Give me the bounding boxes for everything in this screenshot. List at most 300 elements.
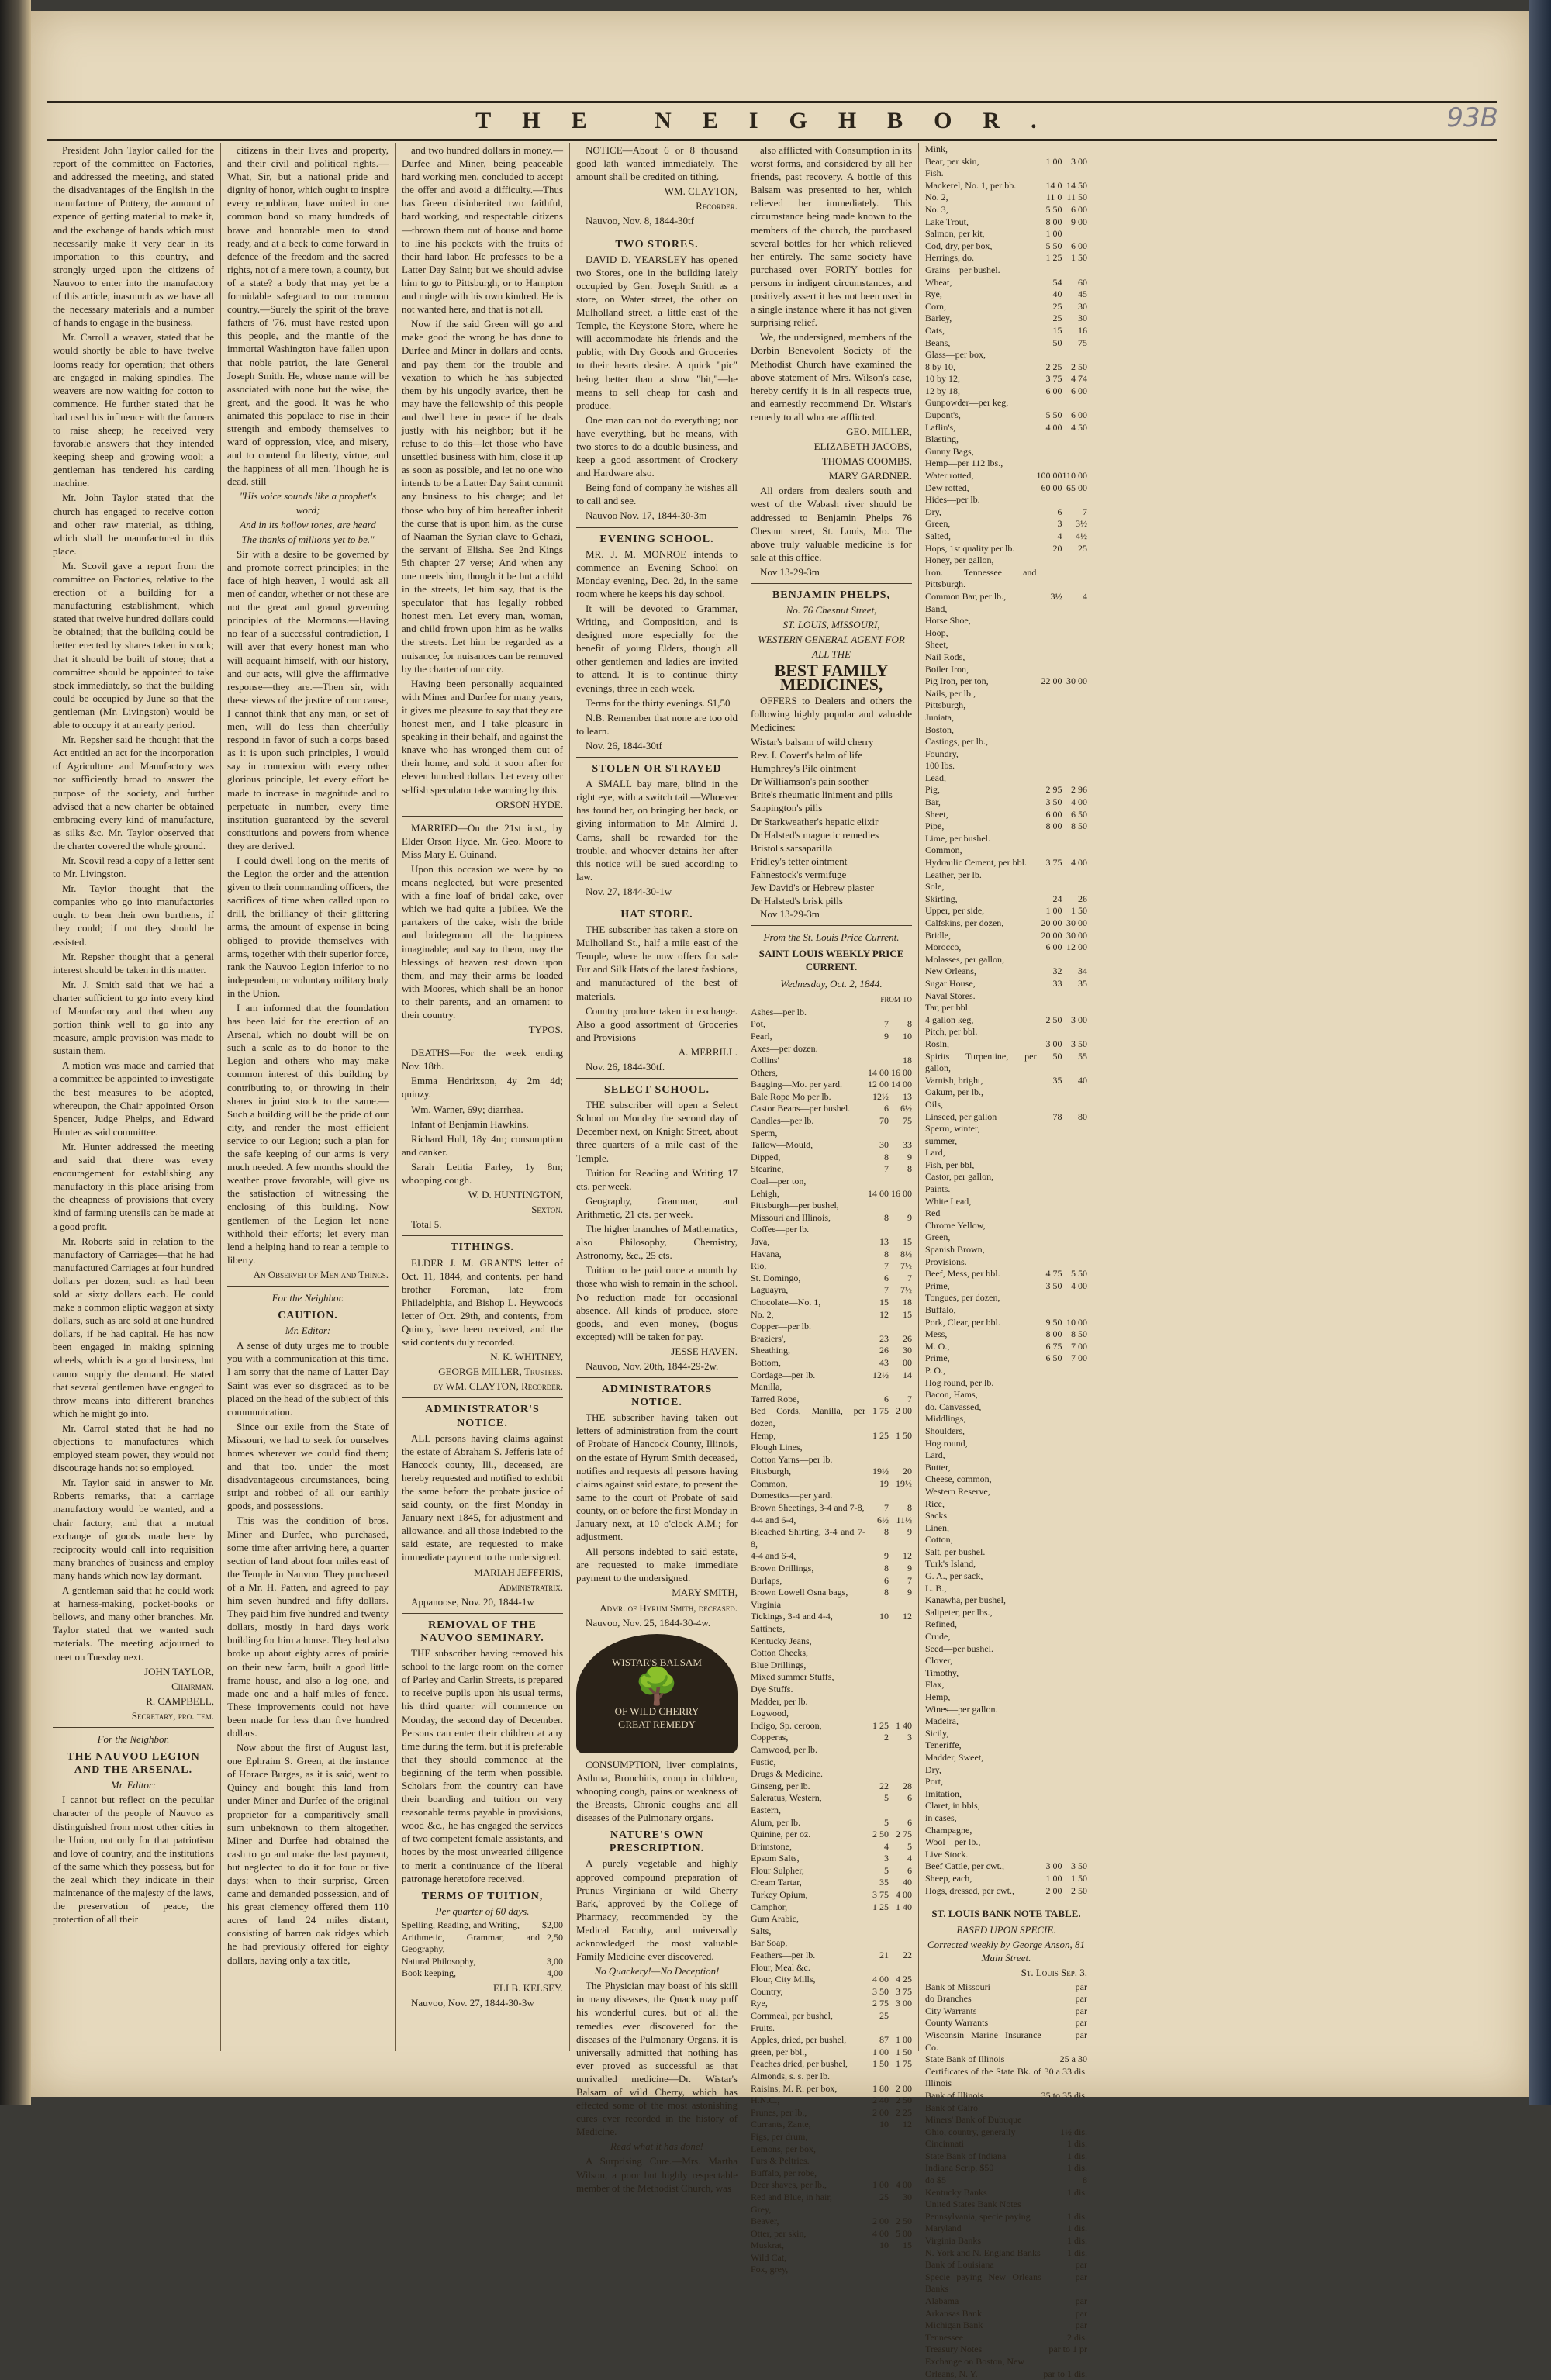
table-row — [751, 1962, 912, 1974]
item-name: Virginia — [751, 1598, 782, 1610]
deaths-notice: DEATHS—For the week ending Nov. 18th. — [402, 1047, 563, 1073]
table-row — [925, 240, 1087, 253]
item-price: 2 00 — [896, 2082, 912, 2094]
item-price — [889, 2071, 912, 2083]
item-price — [1036, 1002, 1062, 1014]
price-current-date: Wednesday, Oct. 2, 1844. — [780, 977, 883, 990]
table-row — [925, 2138, 1087, 2150]
divider — [402, 816, 563, 817]
table-row — [751, 1502, 912, 1515]
table-row — [751, 1163, 912, 1176]
item-price — [865, 2168, 889, 2180]
table-row — [751, 1273, 912, 1285]
paragraph: NOTICE—About 6 or 8 thousand good lath wanted immediately. The amount shall be credited on tithing. — [576, 144, 738, 183]
table-row — [925, 869, 1087, 882]
item-name: Grains—per bushel. — [925, 264, 1000, 275]
table-row — [925, 1570, 1087, 1583]
table-row — [751, 1055, 912, 1067]
item-name: Mixed summer Stuffs, — [751, 1671, 834, 1683]
medicine-item: Wistar's balsam of wild cherry — [751, 735, 874, 748]
table-row — [751, 1587, 912, 1599]
table-row — [925, 760, 1087, 772]
item-name: Paints. — [925, 1183, 951, 1195]
item-name: Lard, — [925, 1449, 945, 1461]
item-name: Gunny Bags, — [925, 445, 974, 457]
item-price: 1 00 — [1045, 228, 1062, 240]
divider — [576, 1377, 738, 1378]
agent-line: ALL THE — [812, 648, 851, 661]
item-name: Sheep, each, — [925, 1872, 972, 1884]
table-row — [925, 313, 1087, 325]
paragraph: DAVID D. YEARSLEY has opened two Stores, one in the building lately occupied by Gen. Joseph Smith as a store, on Water street, the other on Mulholland street, a little east of the Temple, the Keystone Store, where he will accommodate his friends and the public, with Dry Goods and Groceries to their hearts desire. A quick "pic" being better than a slow "bit,"—he means to sell cheap for cash and produce. — [576, 253, 738, 411]
item-price — [1062, 1679, 1087, 1691]
emblem-subtitle: OF WILD CHERRY — [614, 1705, 700, 1718]
item-price: 2 40 — [872, 2095, 889, 2106]
table-row — [925, 2066, 1087, 2090]
item-name: Naval Stores. — [925, 990, 976, 1001]
item-price — [889, 1623, 912, 1636]
item-price: 23 — [879, 1332, 889, 1344]
item-price — [1036, 1728, 1062, 1740]
item-price — [1062, 1256, 1087, 1269]
item-name: Herrings, do. — [925, 252, 974, 264]
table-row — [925, 699, 1087, 712]
item-price — [889, 1744, 912, 1757]
paragraph: I am informed that the foundation has been laid for the erection of an Arsenal, which no doubt will be on such a scale as to do honor to the Legion and others who may make common interest of this building by contributing to, or throwing in their shares in joint stock to the same.—Such a building will be the pride of our city, and render the most efficient service to our Legion; such a plan for the safe keeping of our arms is very much needed. A few months should the weather prove favorable, will give us the satisfaction of witnessing the enclosing of this building. Now gentlemen of the Legion let none withhold their efforts; let every man lend a helping hand to rear a temple to liberty. — [227, 1002, 389, 1266]
item-name: Turk's Island, — [925, 1558, 976, 1570]
subheading: Read what it has done! — [610, 2140, 703, 2153]
article-heading: STOLEN OR STRAYED — [592, 763, 722, 775]
item-name: Wisconsin Marine Insurance Co. — [925, 2029, 1041, 2053]
item-price — [1036, 1183, 1062, 1196]
article-heading: HAT STORE. — [620, 908, 693, 921]
item-price — [1062, 1365, 1087, 1377]
item-price: 25 — [879, 2010, 889, 2021]
column-5 — [744, 143, 919, 2275]
item-price — [1036, 1438, 1062, 1450]
item-price — [1036, 1583, 1062, 1595]
table-row — [751, 1636, 912, 1648]
item-price — [1036, 1522, 1062, 1535]
item-price: par — [1075, 2295, 1087, 2306]
item-price: 60 00 — [1041, 482, 1062, 493]
emblem-title: WISTAR'S BALSAM — [612, 1656, 702, 1669]
item-name: Feathers—per lb. — [751, 1950, 816, 1961]
bank-note-table-heading: ST. LOUIS BANK NOTE TABLE. — [931, 1908, 1081, 1920]
item-price: 6½ — [877, 1514, 889, 1525]
item-price: 15 — [903, 1308, 912, 1320]
item-name: Butter, — [925, 1461, 951, 1473]
item-name: do. Canvassed, — [925, 1401, 982, 1412]
item-price: 5 — [884, 1816, 889, 1828]
table-row — [925, 1534, 1087, 1546]
item-name: Michigan Bank — [925, 2320, 983, 2331]
folio-number: 93B — [1446, 102, 1498, 133]
table-row — [925, 1667, 1087, 1680]
item-name: Almonds, s. s. per lb. — [751, 2070, 830, 2081]
item-name: Timothy, — [925, 1667, 959, 1678]
item-name: Bagging—Mo. per yard. — [751, 1079, 842, 1090]
item-price: 3 75 — [896, 1985, 912, 1997]
item-name: Furs & Peltries. — [751, 2155, 810, 2167]
bank-note-date: St. Louis Sep. 3. — [1021, 1967, 1087, 1979]
article-heading: CAUTION. — [278, 1310, 338, 1322]
item-price — [865, 1321, 889, 1333]
signature: R. CAMPBELL, — [146, 1694, 214, 1707]
table-row — [925, 796, 1087, 809]
paragraph: Terms for the thirty evenings. $1,50 — [586, 696, 731, 709]
item-price — [1036, 494, 1062, 506]
item-price — [865, 1381, 889, 1394]
item-price: 40 — [1052, 288, 1062, 300]
table-row — [751, 1865, 912, 1877]
divider — [402, 1613, 563, 1614]
table-row — [925, 1739, 1087, 1752]
article-heading: EVENING SCHOOL. — [599, 533, 714, 545]
table-row — [751, 1188, 912, 1200]
table-row — [751, 1478, 912, 1491]
table-row — [925, 1026, 1087, 1038]
item-price — [1062, 1752, 1087, 1764]
item-price — [1062, 168, 1087, 180]
table-row — [925, 506, 1087, 519]
medicine-item: Fridley's tetter ointment — [751, 855, 848, 867]
item-name: Plough Lines, — [751, 1442, 803, 1453]
table-row — [751, 1768, 912, 1781]
item-price: 2 — [884, 1732, 889, 1743]
item-name: Tennessee — [925, 2331, 964, 2343]
item-price — [865, 1636, 889, 1648]
table-row — [925, 917, 1087, 930]
item-name: Mink, — [925, 143, 948, 154]
item-price: 15 — [1052, 324, 1062, 336]
item-price: 6 — [884, 1393, 889, 1404]
table-row — [925, 1643, 1087, 1656]
item-price: 14 00 — [868, 1066, 889, 1078]
item-price — [1036, 1836, 1062, 1849]
item-name: Flour, Meal &c. — [751, 1961, 810, 1973]
table-row — [925, 2187, 1087, 2199]
item-price: 78 — [1052, 1111, 1062, 1122]
item-name: Live Stock. — [925, 1848, 969, 1860]
item-name: Fruits. — [751, 2022, 776, 2033]
item-name: Linseed, per gallon — [925, 1111, 997, 1122]
item-price — [1036, 603, 1062, 616]
item-price: 14 00 — [891, 1079, 912, 1090]
item-price — [1036, 1196, 1062, 1208]
table-row — [925, 784, 1087, 796]
paragraph: Having been personally acquainted with Miner and Durfee for many years, it gives me pleasure to say that they are honest men, and I take pleasure in speaking in their behalf, and against the knave who has wronged them out of their home, and sold it soon after for eleven hundred dollars. Let every other selfish speculator take warning by this. — [402, 677, 563, 796]
table-row — [925, 1594, 1087, 1607]
item-name: Bleached Shirting, 3-4 and 7-8, — [751, 1526, 865, 1549]
item-name: Alabama — [925, 2295, 959, 2306]
item-price — [889, 1684, 912, 1696]
table-row — [925, 1038, 1087, 1051]
signature: JESSE HAVEN. — [671, 1345, 738, 1357]
item-price — [1036, 1462, 1062, 1474]
item-price — [889, 1442, 912, 1454]
signature: N. K. WHITNEY, — [490, 1351, 563, 1363]
dateline: Nov. 27, 1844-30-1w — [586, 885, 672, 897]
item-price — [1036, 1231, 1062, 1244]
item-name: Provisions. — [925, 1256, 967, 1267]
item-name: Sacks. — [925, 1510, 949, 1522]
item-name: Bank of Missouri — [925, 1981, 990, 1992]
item-price — [1062, 990, 1087, 1003]
table-row — [751, 1370, 912, 1382]
table-row — [751, 2022, 912, 2035]
table-row — [751, 2058, 912, 2071]
signature: MARY GARDNER. — [828, 470, 912, 482]
paragraph: also afflicted with Consumption in its worst forms, and considered by all her friends, past recovery. A bottle of this Balsam was presented to her, which relieved her immediately. This circumstance being made known to the members of the church, the purchased several bottles for her which relieved her entirely. The same society have purchased over FORTY bottles for persons in indigent circumstances, and positively assert it has not been used in a single instance where it has not given surprising relief. — [751, 144, 912, 329]
table-row — [925, 1086, 1087, 1099]
divider — [576, 1078, 738, 1079]
item-price — [865, 2155, 889, 2168]
dateline: Nauvoo Nov. 17, 1844-30-3m — [586, 510, 707, 522]
item-name: do Branches — [925, 1993, 972, 2005]
table-row — [751, 1986, 912, 1998]
item-name: Currants, Zante, — [751, 2119, 811, 2130]
item-price — [1062, 1231, 1087, 1244]
item-price: 6 00 — [1071, 385, 1087, 396]
item-name: Honey, per gallon, — [925, 554, 994, 566]
item-price: 7 — [884, 1018, 889, 1030]
table-row — [751, 1889, 912, 1902]
item-name: Salts, — [751, 1925, 772, 1936]
item-price: 30 00 — [1066, 929, 1087, 941]
item-name: Hydraulic Cement, per bbl. — [925, 857, 1027, 869]
dateline: Nauvoo, Nov. 25, 1844-30-4w. — [586, 1616, 711, 1629]
table-row — [925, 1328, 1087, 1341]
item-price — [865, 1708, 889, 1720]
item-name: Virginia Banks — [925, 2235, 982, 2247]
signature: TYPOS. — [528, 1024, 563, 1036]
item-price — [1062, 881, 1087, 893]
item-price — [1062, 1607, 1087, 1619]
item-price — [1062, 1401, 1087, 1414]
item-price — [865, 1454, 889, 1466]
item-name: Certificates of the State Bk. of Illinois — [925, 2065, 1041, 2089]
item-price: 2 00 — [896, 1405, 912, 1417]
table-row — [751, 2168, 912, 2180]
table-row — [925, 965, 1087, 978]
item-price: 1 50 — [896, 2046, 912, 2057]
item-price: 1 50 — [1071, 1872, 1087, 1884]
table-row — [751, 1067, 912, 1079]
item-price: 1 25 — [872, 1719, 889, 1731]
item-name: Cotton Checks, — [751, 1647, 808, 1659]
paragraph: citizens in their lives and property, and their civil and political rights.—What, Sir, but a national pride and dignity of honor, which ought to inspire every republican, have united in one common bond so many hundreds of brave and honorable men to stand ready, and at a beck to come forward in defence of the freedom and the sacred rights, not of a mere town, a county, but of a state? a body that may yet be a formidable safeguard to our common country.—Surely the spirit of the brave fathers of '76, must have rested upon this people, and the mantle of the immortal Washington have fallen upon that noble patriot, the late General Joseph Smith. He, whose name will be associated with none but the wise, the great, and the good. It was he who animated this populace to rise in their strength and embody themselves to ward of oppression, vice, and misery, and to contend for liberty, virtue, and the happiness of all men. Though he is dead, still — [227, 144, 389, 488]
item-price: 6½ — [900, 1103, 912, 1114]
item-price — [889, 1321, 912, 1333]
table-row — [751, 1926, 912, 1938]
table-row — [925, 978, 1087, 990]
item-price — [1062, 1825, 1087, 1837]
item-price — [1062, 1292, 1087, 1304]
item-name: Axes—per dozen. — [751, 1042, 818, 1054]
item-price — [1036, 1171, 1062, 1183]
item-price — [1062, 651, 1087, 664]
medicine-item: Dr Williamson's pain soother — [751, 775, 869, 788]
paragraph: Country produce taken in exchange. Also a good assortment of Groceries and Provisions — [576, 1004, 738, 1043]
item-price: 6 — [907, 1792, 912, 1804]
item-price: 11 0 — [1045, 192, 1062, 203]
item-name: Shoulders, — [925, 1425, 965, 1436]
table-row — [925, 385, 1087, 398]
item-price — [1036, 1086, 1062, 1099]
item-price: 3½ — [1050, 590, 1062, 602]
table-row — [925, 1473, 1087, 1486]
item-name: Red and Blue, in hair, — [751, 2191, 832, 2202]
item-price: 2 00 — [872, 2106, 889, 2118]
item-name: Dry, — [925, 506, 941, 517]
item-price — [1062, 869, 1087, 882]
item-price — [865, 2131, 889, 2143]
item-price: 5 00 — [896, 2227, 912, 2239]
item-name: Chrome Yellow, — [925, 1219, 986, 1231]
item-price: 30 — [1078, 300, 1087, 312]
item-price — [1062, 760, 1087, 772]
item-price: 1½ dis. — [1059, 2126, 1087, 2137]
item-price: 28 — [903, 1780, 912, 1791]
item-name: G. A., per sack, — [925, 1570, 983, 1582]
medicine-item: Dr Starkweather's hepatic elixir — [751, 815, 879, 827]
article-heading: ADMINISTRATOR'S NOTICE. — [425, 1404, 540, 1429]
item-price — [1062, 1643, 1087, 1656]
item-price — [1036, 1739, 1062, 1752]
item-price — [1062, 845, 1087, 857]
item-price: 9 00 — [1071, 216, 1087, 227]
item-price: 4 00 — [896, 1889, 912, 1901]
item-name: Otter, per skin, — [751, 2227, 807, 2239]
item-price — [1036, 1788, 1062, 1801]
table-row — [925, 301, 1087, 313]
item-price: 35 — [879, 1877, 889, 1888]
table-row — [925, 397, 1087, 409]
item-name: summer, — [925, 1135, 958, 1146]
table-row — [925, 591, 1087, 603]
item-price: 30 00 — [1066, 917, 1087, 928]
item-name: Glass—per box, — [925, 349, 986, 361]
signature: WM. CLAYTON, — [664, 185, 738, 198]
item-price — [1062, 1026, 1087, 1038]
item-price: 19½ — [872, 1466, 889, 1477]
item-price: 1 75 — [872, 1405, 889, 1417]
item-price — [889, 2010, 912, 2022]
item-price — [1036, 1147, 1062, 1159]
item-price — [889, 1757, 912, 1769]
item-name: Dipped, — [751, 1151, 781, 1162]
item-name: Brown Drillings, — [751, 1563, 814, 1574]
table-row — [751, 1841, 912, 1853]
column-headers: from to — [880, 992, 912, 1004]
item-name: Red — [925, 1207, 941, 1219]
table-row — [925, 2054, 1087, 2066]
item-price — [889, 2155, 912, 2168]
item-price — [889, 2143, 912, 2156]
item-name: do $5 — [925, 2174, 946, 2186]
item-price: 16 — [1078, 324, 1087, 336]
table-row — [751, 1937, 912, 1950]
item-price — [1062, 1594, 1087, 1607]
subheading: No Quackery!—No Deception! — [594, 1965, 720, 1978]
paragraph: THE subscriber having removed his school to the large room on the corner of Parley and Carlin Streets, is prepared to receive pupils upon his usual terms, his third quarter will commence on Monday, the second day of December. Persons can enter their children at any time during the term, but it is preferable that they should commence at the beginning of the term when possible. Scholars from the country can have their boarding and tuition on very reasonable terms payable in provisions, wood &c., he has engaged the services of two competent female assistants, and hopes by the most unwearied diligence to merit a continuance of the liberal patronage heretofore received. — [402, 1647, 563, 1884]
table-row — [751, 1671, 912, 1684]
item-name: Blue Drillings, — [751, 1659, 807, 1670]
table-row — [925, 1317, 1087, 1329]
bank-note-table — [925, 1981, 1087, 2380]
table-row — [925, 664, 1087, 676]
table-row — [751, 1212, 912, 1225]
item-price: 8 — [884, 1563, 889, 1574]
item-name: Pig Iron, per ton, — [925, 675, 989, 687]
item-name: Treasury Notes — [925, 2344, 983, 2355]
table-row — [925, 228, 1087, 240]
item-name: Wheat, — [925, 276, 952, 288]
table-row — [925, 1704, 1087, 1716]
item-price: 7 — [1083, 506, 1087, 517]
item-name: Salmon, per kit, — [925, 228, 985, 240]
item-price — [1036, 712, 1062, 724]
item-price — [1036, 1026, 1062, 1038]
dateline: Nauvoo, Nov. 8, 1844-30tf — [586, 215, 694, 227]
table-row — [925, 2308, 1087, 2320]
item-price: 8 — [884, 1526, 889, 1538]
item-name: Sugar House, — [925, 977, 976, 989]
item-price — [1036, 1304, 1062, 1317]
item-price: 3 50 — [872, 1985, 889, 1997]
item-price — [1036, 1220, 1062, 1232]
table-row — [751, 1103, 912, 1115]
item-name: Beaver, — [751, 2216, 779, 2227]
item-name: Apples, dried, per bushel, — [751, 2034, 847, 2046]
item-price — [865, 2022, 889, 2035]
item-name: Peaches dried, per bushel, — [751, 2058, 848, 2070]
item-price: 15 — [903, 2240, 912, 2251]
table-row — [751, 2119, 912, 2131]
table-row — [925, 1728, 1087, 1740]
table-row — [925, 1002, 1087, 1014]
item-price — [1036, 1643, 1062, 1656]
paragraph: We, the undersigned, members of the Dorbin Benevolent Society of the Methodist Church have examined the above statement of Mrs. Wilson's case, hereby certify it is in all respects true, and earnestly recommend Dr. Wistar's remedy to all who are afflicted. — [751, 331, 912, 423]
item-price — [865, 1744, 889, 1757]
item-price: 1 75 — [896, 2058, 912, 2070]
table-row — [925, 1014, 1087, 1027]
item-name: Coal—per ton, — [751, 1176, 807, 1187]
paragraph: Since our exile from the State of Missouri, we had to seek for ourselves homes wherever we could find them; and that too, under the most disadvantageous circumstances, being stript and robbed of all our earthly goods, and possessions. — [227, 1420, 389, 1512]
agent-line: WESTERN GENERAL AGENT FOR — [758, 634, 905, 646]
table-row — [925, 905, 1087, 917]
item-price: 1 50 — [896, 1429, 912, 1441]
table-row — [925, 651, 1087, 664]
item-price: 25 — [1052, 300, 1062, 312]
item-price: 1 dis. — [1066, 2162, 1087, 2174]
item-name: Spirits Turpentine, per gallon, — [925, 1050, 1037, 1074]
table-row — [925, 2271, 1087, 2295]
table-row — [925, 1147, 1087, 1159]
paragraph: THE subscriber will open a Select School on Monday the second day of December next, on Knight Street, about three quarters of a mile east of the Temple. — [576, 1099, 738, 1164]
table-row — [925, 1885, 1087, 1898]
item-price: 65 00 — [1066, 482, 1087, 493]
table-row — [925, 2150, 1087, 2163]
table-row — [751, 1526, 912, 1550]
table-row — [925, 1981, 1087, 1994]
item-name: Havana, — [751, 1248, 782, 1259]
table-row — [925, 1099, 1087, 1111]
item-price — [1062, 1462, 1087, 1474]
table-row — [751, 2010, 912, 2022]
tree-icon: 🌳 — [634, 1667, 679, 1707]
